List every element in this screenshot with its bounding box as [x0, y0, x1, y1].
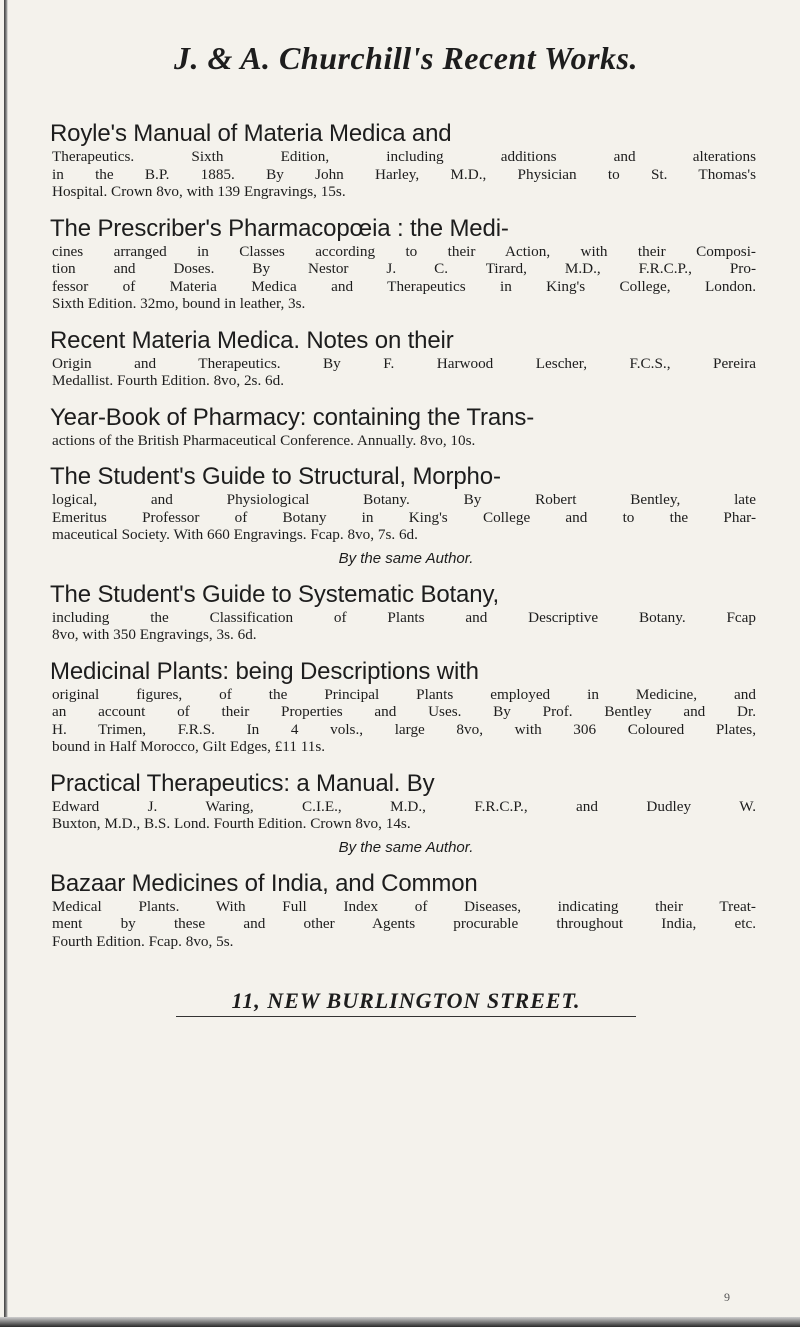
book-page: [50, 0, 762, 1017]
entry-description-line: Medical Plants. With Full Index of Diseases, indicating their Treat-: [52, 897, 756, 915]
entry-description-line: Fourth Edition. Fcap. 8vo, 5s.: [52, 932, 234, 950]
entry-description: [52, 686, 762, 756]
book-entry: [50, 120, 762, 201]
entry-description: [52, 432, 762, 450]
entry-description-line: an account of their Properties and Uses. By Prof. Bentley and Dr.: [52, 703, 756, 720]
entry-description-line: Sixth Edition. 32mo, bound in leather, 3s.: [52, 295, 306, 312]
book-entry: [50, 581, 762, 644]
entry-description: [52, 491, 762, 544]
entry-description: [52, 609, 762, 644]
entry-description-line: in the B.P. 1885. By John Harley, M.D., Physician to St. Thomas's: [52, 165, 756, 183]
page-number: 9: [724, 1290, 730, 1304]
book-entry: [50, 870, 762, 951]
entry-description-line: maceutical Society. With 660 Engravings. Fcap. 8vo, 7s. 6d.: [52, 526, 418, 543]
entry-description-line: Medallist. Fourth Edition. 8vo, 2s. 6d.: [52, 372, 285, 389]
entry-description-line: Emeritus Professor of Botany in King's College and to the Phar-: [52, 508, 756, 526]
footer-rule: [176, 1016, 636, 1017]
book-entry: [50, 404, 762, 450]
entry-title: The Student's Guide to Systematic Botany,: [50, 580, 500, 608]
entry-description-line: Hospital. Crown 8vo, with 139 Engravings, 15s.: [52, 183, 346, 200]
footer-address: 11, NEW BURLINGTON STREET.: [231, 988, 581, 1013]
entry-description-line: Therapeutics. Sixth Edition, including additions and alterations: [52, 148, 756, 165]
entry-title: The Prescriber's Pharmacopœia : the Medi-: [50, 214, 509, 242]
entry-description-line: actions of the British Pharmaceutical Conference. Annually. 8vo, 10s.: [52, 431, 476, 449]
book-entry: [50, 770, 762, 856]
bottom-edge: [0, 1317, 800, 1327]
entry-title: Practical Therapeutics: a Manual. By: [50, 769, 435, 797]
entry-description: [52, 798, 762, 833]
entry-description-line: original figures, of the Principal Plants employed in Medicine, and: [52, 685, 756, 703]
entry-description-line: fessor of Materia Medica and Therapeutics in King's College, London.: [52, 277, 756, 295]
book-entry: [50, 463, 762, 567]
entry-description: [52, 148, 762, 201]
entry-description-line: cines arranged in Classes according to their Action, with their Composi-: [52, 242, 756, 260]
entry-title: Medicinal Plants: being Descriptions with: [50, 657, 479, 685]
entry-description-line: 8vo, with 350 Engravings, 3s. 6d.: [52, 626, 257, 643]
entry-description-line: Edward J. Waring, C.I.E., M.D., F.R.C.P., and Dudley W.: [52, 797, 756, 815]
entry-description-line: bound in Half Morocco, Gilt Edges, £11 11s.: [52, 738, 326, 755]
entry-description: [52, 243, 762, 313]
entry-description-line: tion and Doses. By Nestor J. C. Tirard, M.D., F.R.C.P., Pro-: [52, 260, 756, 277]
entry-title: Bazaar Medicines of India, and Common: [50, 869, 478, 897]
entry-description-line: logical, and Physiological Botany. By Robert Bentley, late: [52, 491, 756, 508]
book-entry: [50, 327, 762, 390]
entries-list: [50, 120, 762, 950]
entry-byline: By the same Author.: [338, 838, 474, 856]
entry-byline: By the same Author.: [338, 549, 474, 567]
entry-description-line: ment by these and other Agents procurable throughout India, etc.: [52, 915, 756, 932]
book-entry: [50, 215, 762, 313]
entry-title: Year-Book of Pharmacy: containing the Trans-: [50, 403, 535, 431]
entry-title: Recent Materia Medica. Notes on their: [50, 326, 454, 354]
entry-description: [52, 355, 762, 390]
entry-description-line: Buxton, M.D., B.S. Lond. Fourth Edition. Crown 8vo, 14s.: [52, 815, 411, 832]
entry-title: The Student's Guide to Structural, Morpho-: [50, 463, 501, 490]
entry-description-line: H. Trimen, F.R.S. In 4 vols., large 8vo, with 306 Coloured Plates,: [52, 720, 756, 738]
binding-edge: [4, 0, 8, 1327]
book-entry: [50, 658, 762, 756]
entry-description-line: including the Classification of Plants and Descriptive Botany. Fcap: [52, 608, 756, 626]
entry-description-line: Origin and Therapeutics. By F. Harwood Lescher, F.C.S., Pereira: [52, 354, 756, 372]
running-head: J. & A. Churchill's Recent Works.: [174, 40, 638, 76]
entry-description: [52, 898, 762, 951]
entry-title: Royle's Manual of Materia Medica and: [50, 120, 452, 147]
